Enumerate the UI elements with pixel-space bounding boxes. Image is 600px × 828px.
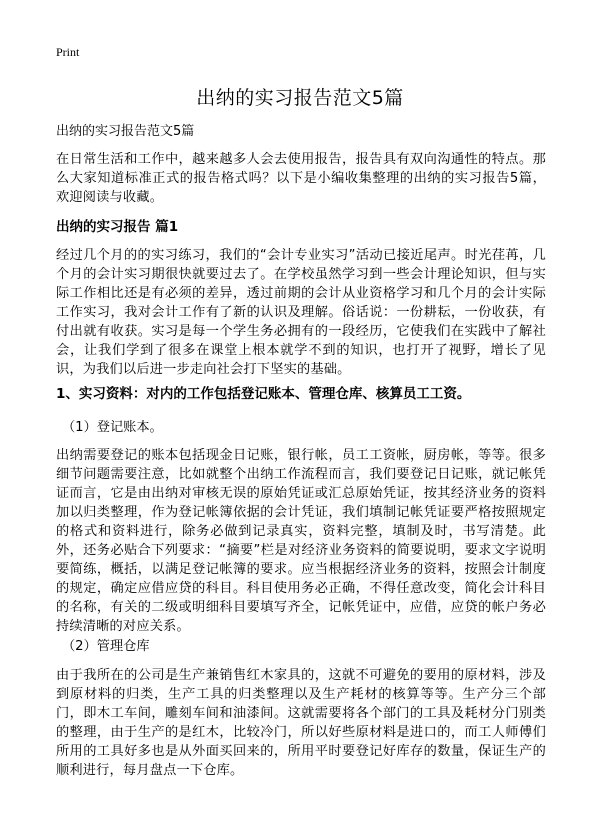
page-title: 出纳的实习报告范文5篇 — [196, 87, 404, 109]
point1-heading: 1、实习资料：对内的工作包括登记账本、管理仓库、核算员工工资。 — [56, 386, 471, 402]
print-link[interactable]: Print — [56, 45, 80, 59]
sub2-paragraph: 由于我所在的公司是生产兼销售红木家具的，这就不可避免的要用的原材料，涉及到原材料的归类，生产工具的归类整理以及生产耗材的核算等等。生产分三个部门，即木工车间，雕刻车间和油漆间。这就需要将各个部门的工具及耗材分门别类的整理，由于生产的是红木，比较冷门，所以好些原材料是进口的，而工人师傅们所用的工具好多也是从外面买回来的，所用平时要登记好库存的数量，保证生产的顺利进行，每月盘点一下仓库。 — [56, 668, 546, 778]
section1-heading: 出纳的实习报告 篇1 — [56, 219, 179, 235]
sub2-label: （2）管理仓库 — [62, 639, 150, 654]
sub1-paragraph: 出纳需要登记的账本包括现金日记账，银行帐，员工工资帐，厨房帐，等等。很多细节问题需要注意，比如就整个出纳工作流程而言，我们要登记日记账，就记帐凭证而言，它是由出纳对审核无误的原始凭证或汇总原始凭证，按其经济业务的资料加以归类整理，作为登记帐簿依据的会计凭证，我们填制记帐凭证要严格按照规定的格式和资料进行，除务必做到记录真实，资料完整，填制及时，书写清楚。此外，还务必贴合下列要求：“摘要”栏是对经济业务资料的简要说明，要求文字说明要简练，概括，以满足登记帐簿的要求。应当根据经济业务的资料，按照会计制度的规定，确定应借应贷的科目。科目使用务必正确，不得任意改变，简化会计科目的名称，有关的二级或明细科目要填写齐全，记帐凭证中，应借，应贷的帐户务必持续清晰的对应关系。 — [56, 448, 546, 634]
document-subtitle: 出纳的实习报告范文5篇 — [56, 124, 195, 139]
sub1-label: （1）登记账本。 — [62, 420, 163, 435]
intro-paragraph: 在日常生活和工作中，越来越多人会去使用报告，报告具有双向沟通性的特点。那么大家知道标准正式的报告格式吗？以下是小编收集整理的出纳的实习报告5篇，欢迎阅读与收藏。 — [56, 152, 546, 205]
section1-paragraph: 经过几个月的的实习练习，我们的“会计专业实习”活动已接近尾声。时光荏苒，几个月的会计实习期很快就要过去了。在学校虽然学习到一些会计理论知识，但与实际工作相比还是有必须的差异，透过前期的会计从业资格学习和几个月的会计实际工作实习，我对会计工作有了新的认识及理解。俗话说：一份耕耘，一份收获，有付出就有收获。实习是每一个学生务必拥有的一段经历，它使我们在实践中了解社会，让我们学到了很多在课堂上根本就学不到的知识，也打开了视野，增长了见识，为我们以后进一步走向社会打下坚实的基础。 — [56, 248, 546, 377]
